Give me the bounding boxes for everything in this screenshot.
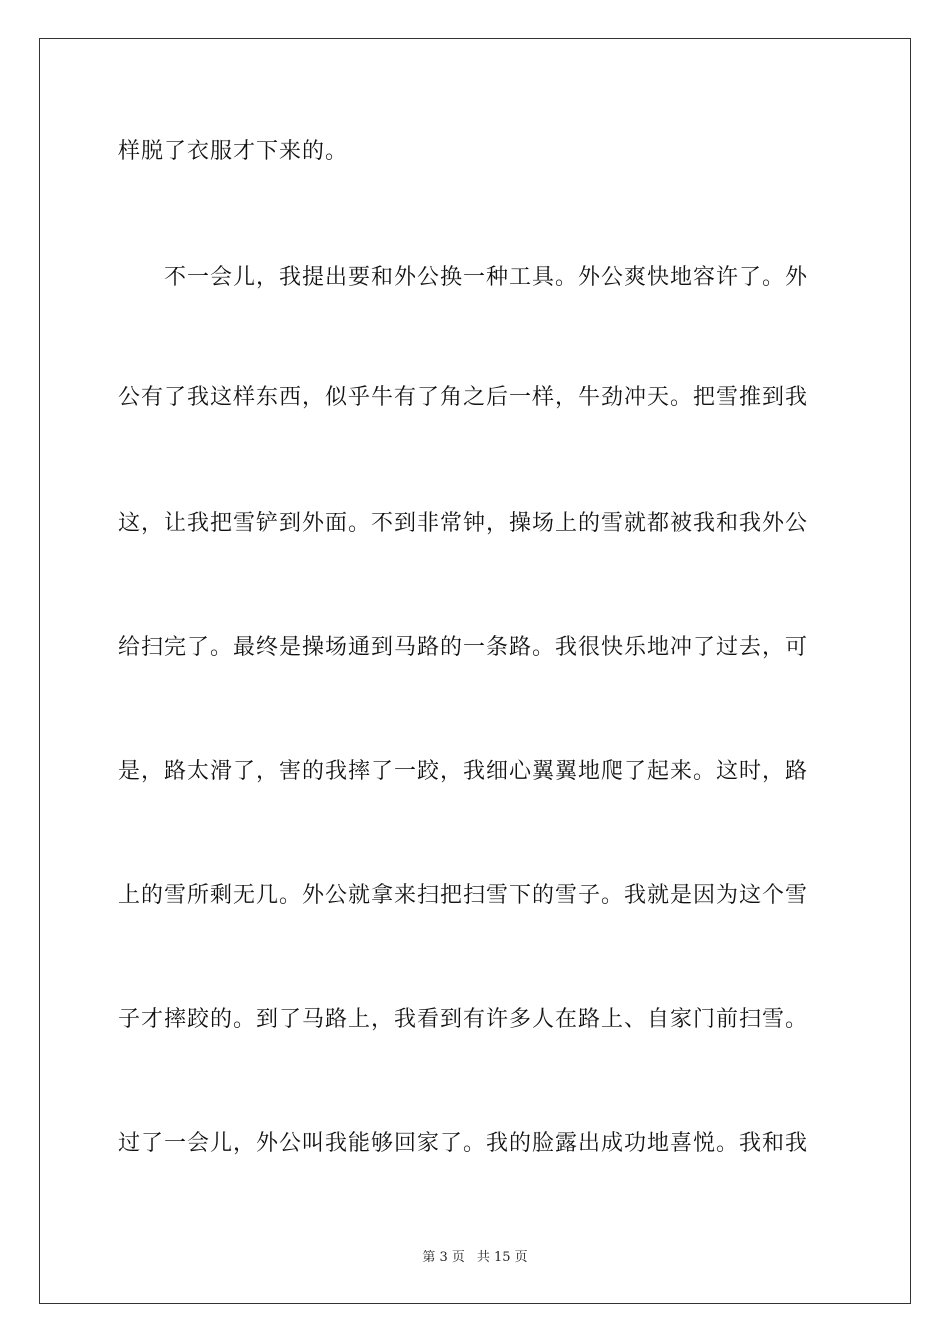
text-line: 给扫完了。最终是操场通到马路的一条路。我很快乐地冲了过去，可 — [118, 635, 809, 660]
text-line: 这，让我把雪铲到外面。不到非常钟，操场上的雪就都被我和我外公 — [118, 511, 809, 536]
page-border — [39, 38, 911, 1304]
page-total: 共 15 页 — [476, 1250, 528, 1265]
text-line: 公有了我这样东西，似乎牛有了角之后一样，牛劲冲天。把雪推到我 — [118, 385, 809, 410]
page-number: 第 3 页 — [422, 1250, 465, 1265]
text-line: 过了一会儿，外公叫我能够回家了。我的脸露出成功地喜悦。我和我 — [118, 1131, 809, 1156]
text-line: 不一会儿，我提出要和外公换一种工具。外公爽快地容许了。外 — [118, 265, 809, 290]
text-line: 样脱了衣服才下来的。 — [118, 139, 349, 164]
text-line: 是，路太滑了，害的我摔了一跤，我细心翼翼地爬了起来。这时，路 — [118, 759, 809, 784]
text-line: 子才摔跤的。到了马路上，我看到有许多人在路上、自家门前扫雪。 — [118, 1007, 809, 1032]
page-footer — [0, 1246, 950, 1265]
text-line: 上的雪所剩无几。外公就拿来扫把扫雪下的雪子。我就是因为这个雪 — [118, 883, 809, 908]
